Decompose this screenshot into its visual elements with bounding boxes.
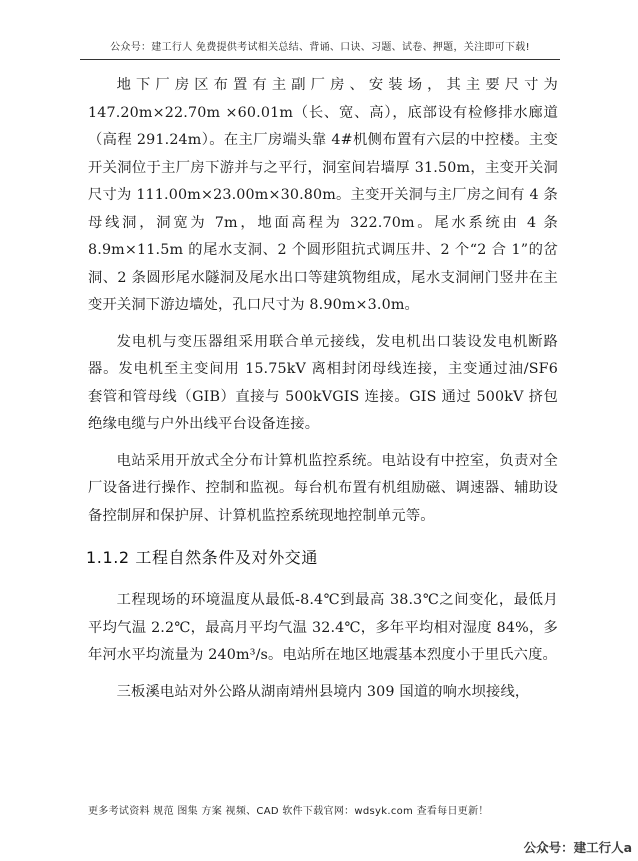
paragraph-traffic: 三板溪电站对外公路从湖南靖州县境内 309 国道的响水坝接线， <box>116 683 530 700</box>
paragraph-underground-powerhouse: 地下厂房区布置有主副厂房、安装场，其主要尺寸为 147.20m×22.70m ×60.01m（长、宽、高），底部设有检修排水廊道（高程 291.24m）。在主厂房端头靠 4#机侧布置有六层的中控楼。主变开关洞位于主厂房下游并与之平行，洞室间岩墙厚 31.50m，主变开关洞尺寸为 111.00m×23.00m×30.80m。主变开关洞与主厂房之间有 4 条母线洞，洞宽为 7m，地面高程为 322.70m。尾水系统由 4 条 8.9m×11.5m 的尾水支洞、2 个圆形阻抗式调压井、2 个“2 合 1”的岔洞、2 条圆形尾水隧洞及尾水出口等建筑物组成，尾水支洞闸门竖井在主变开关洞下游边墙处，孔口尺寸为 8.90m×3.0m。 <box>88 77 558 313</box>
paragraph-generator-wiring: 发电机与变压器组采用联合单元接线，发电机出口装设发电机断路器。发电机至主变间用 15.75kV 离相封闭母线连接，主变通过油/SF6 套管和管母线（GIB）直接与 500kVGIS 连接。GIS 通过 500kV 挤包绝缘电缆与户外出线平台设备连接。 <box>88 333 558 432</box>
header-divider <box>80 59 560 60</box>
page-header: 公众号：建工行人 免费提供考试相关总结、背诵、口诀、习题、试卷、押题，关注即可下载! <box>110 42 530 53</box>
paragraph-climate: 工程现场的环境温度从最低-8.4℃到最高 38.3℃之间变化，最低月平均气温 2.2℃，最高月平均气温 32.4℃，多年平均相对湿度 84%，多年河水平均流量为 240m³/s。电站所在地区地震基本烈度小于里氏六度。 <box>88 592 558 663</box>
watermark: 公众号：建工行人a <box>523 840 632 855</box>
paragraph-monitoring-system: 电站采用开放式全分布计算机监控系统。电站设有中控室，负责对全厂设备进行操作、控制和监视。每台机布置有机组励磁、调速器、辅助设备控制屏和保护屏、计算机监控系统现地控制单元等。 <box>88 452 558 524</box>
section-heading: 1.1.2 工程自然条件及对外交通 <box>86 548 318 567</box>
page-footer: 更多考试资料 规范 图集 方案 视频、CAD 软件下载官网：wdsyk.com 查看每日更新！ <box>88 806 489 817</box>
document-body <box>88 72 558 706</box>
